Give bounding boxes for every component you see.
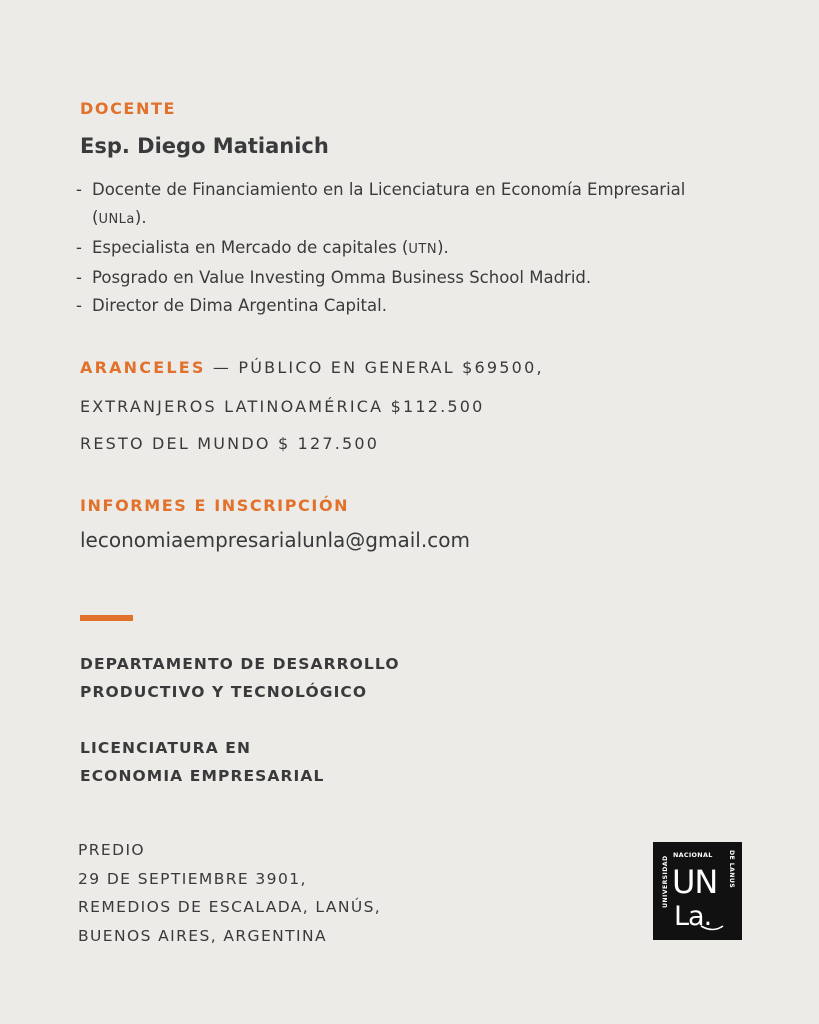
accent-divider xyxy=(80,615,133,621)
unla-logo xyxy=(653,842,742,940)
fees-line-latam: EXTRANJEROS LATINOAMÉRICA $112.500 xyxy=(80,397,485,416)
contact-email[interactable]: leconomiaempresarialunla@gmail.com xyxy=(80,528,470,552)
address-block: PREDIO 29 DE SEPTIEMBRE 3901, REMEDIOS DE ESCALADA, LANÚS, BUENOS AIRES, ARGENTINA xyxy=(78,841,382,945)
abbr-utn: UTN xyxy=(408,242,438,257)
docente-heading: DOCENTE xyxy=(80,99,176,118)
bio-item: - Docente de Financiamiento en la Licenciatura en Economía Empresarial (UNLa). xyxy=(76,176,716,234)
logo-main-bottom: La. xyxy=(674,901,712,932)
logo-arc-left: UNIVERSIDAD xyxy=(662,855,669,908)
abbr-unla: UNLa xyxy=(98,212,135,227)
bio-item: - Director de Dima Argentina Capital. xyxy=(76,292,716,320)
logo-arc-top: NACIONAL xyxy=(673,851,713,859)
degree-name: LICENCIATURA EN ECONOMIA EMPRESARIAL xyxy=(80,739,325,785)
teacher-bio-list xyxy=(76,176,716,320)
bio-item: - Posgrado en Value Investing Omma Business School Madrid. xyxy=(76,264,716,292)
teacher-name: Esp. Diego Matianich xyxy=(80,134,329,158)
bio-item: - Especialista en Mercado de capitales (UTN). xyxy=(76,234,716,264)
informes-heading: INFORMES E INSCRIPCIÓN xyxy=(80,496,350,515)
aranceles-heading: ARANCELES xyxy=(80,358,206,377)
unla-logo-mark xyxy=(653,842,742,940)
fees-line-general: ARANCELES — PÚBLICO EN GENERAL $69500, xyxy=(80,358,544,377)
logo-main-top: UN xyxy=(672,863,718,901)
fees-line-world: RESTO DEL MUNDO $ 127.500 xyxy=(80,434,380,453)
logo-arc-right: DE LANUS xyxy=(728,850,735,889)
department-name: DEPARTAMENTO DE DESARROLLO PRODUCTIVO Y TECNOLÓGICO xyxy=(80,655,400,701)
